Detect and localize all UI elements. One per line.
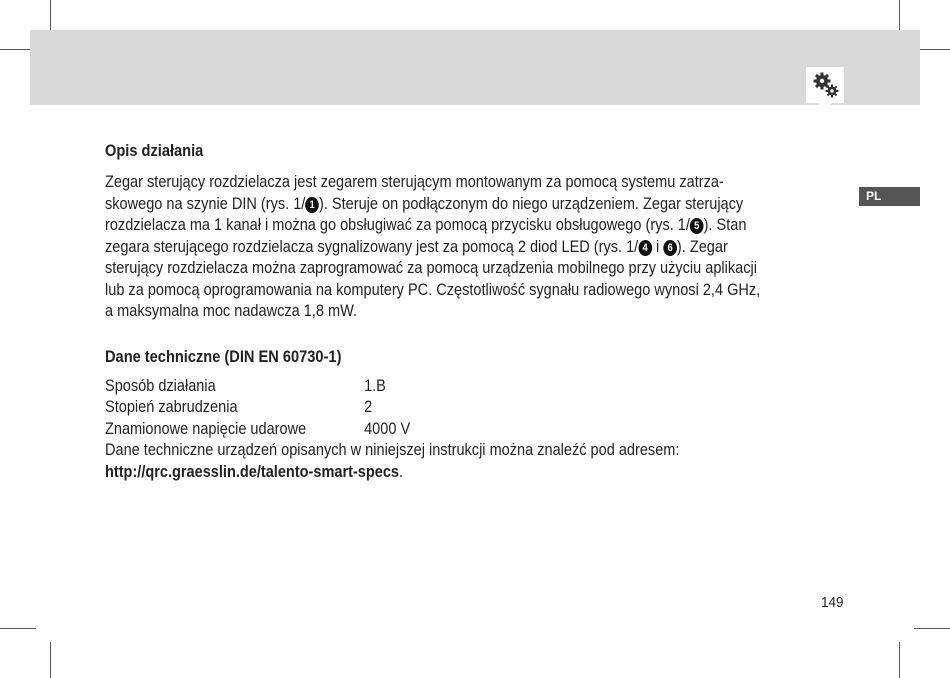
language-tab: PL [859,187,920,206]
text-line: zegara sterującego rozdzielacza sygnalizowany jest za pomocą 2 diod LED (rys. 1/ [105,236,639,256]
text-line: a maksymalna moc nadawcza 1,8 mW. [105,301,358,320]
text-line: Zegar sterujący rozdzielacza jest zegarem sterującym montowanym za pomocą systemu zatrza- [105,172,724,191]
text-line: sterujący rozdzielacza można zaprogramować za pomocą urządzenia mobilnego przy użyciu aplikacji [105,258,757,277]
section-title-operation: Opis działania [105,141,204,160]
spec-value: 2 [364,397,373,416]
gears-icon [812,71,840,99]
callout-number: 4 [638,240,652,256]
spec-row [105,375,840,397]
operation-paragraph [105,171,840,322]
crop-mark-bl-v [50,642,51,678]
text-line: ). Steruje on podłączonym do niego urządzeniem. Zegar sterujący [319,193,744,213]
callout-number: 6 [663,240,677,256]
text-line: rozdzielacza ma 1 kanał i można go obsługiwać za pomocą przycisku obsługowego (rys. 1/ [105,215,690,234]
text-line: i [651,236,664,256]
spec-row [105,418,840,440]
text-line: ). Zegar [676,236,728,256]
callout-number: 1 [305,197,319,213]
gears-icon-box [806,67,844,103]
spec-link[interactable]: http://qrc.graesslin.de/talento-smart-specs [105,461,400,481]
spec-label: Sposób działania [105,375,216,395]
crop-mark-br-v [899,642,900,678]
spec-label: Stopień zabrudzenia [105,397,238,416]
spec-link-line [105,461,840,483]
spec-label: Znamionowe napięcie udarowe [105,418,307,438]
main-content [105,140,845,482]
spec-note: Dane techniczne urządzeń opisanych w niniejszej instrukcji można znaleźć pod adresem: [105,440,680,459]
text-line: lub za pomocą oprogramowania na komputery PC. Częstotliwość sygnału radiowego wynosi 2,4 GHz, [105,279,761,299]
callout-number: 5 [690,218,704,234]
spec-row [105,396,840,418]
section-title-technical-data: Dane techniczne (DIN EN 60730-1) [105,346,342,366]
header-band [30,30,920,105]
spec-table [105,375,840,483]
text-line: ). Stan [703,215,747,234]
spec-value: 1.B [364,375,386,395]
crop-mark-br-h [914,628,950,629]
technical-data-section [105,346,845,483]
link-suffix: . [399,461,404,481]
spec-value: 4000 V [364,418,411,438]
crop-mark-bl-h [0,628,36,629]
page-number: 149 [821,594,844,611]
text-line: skowego na szynie DIN (rys. 1/ [105,193,306,213]
gears-icon-pointer [818,103,832,111]
